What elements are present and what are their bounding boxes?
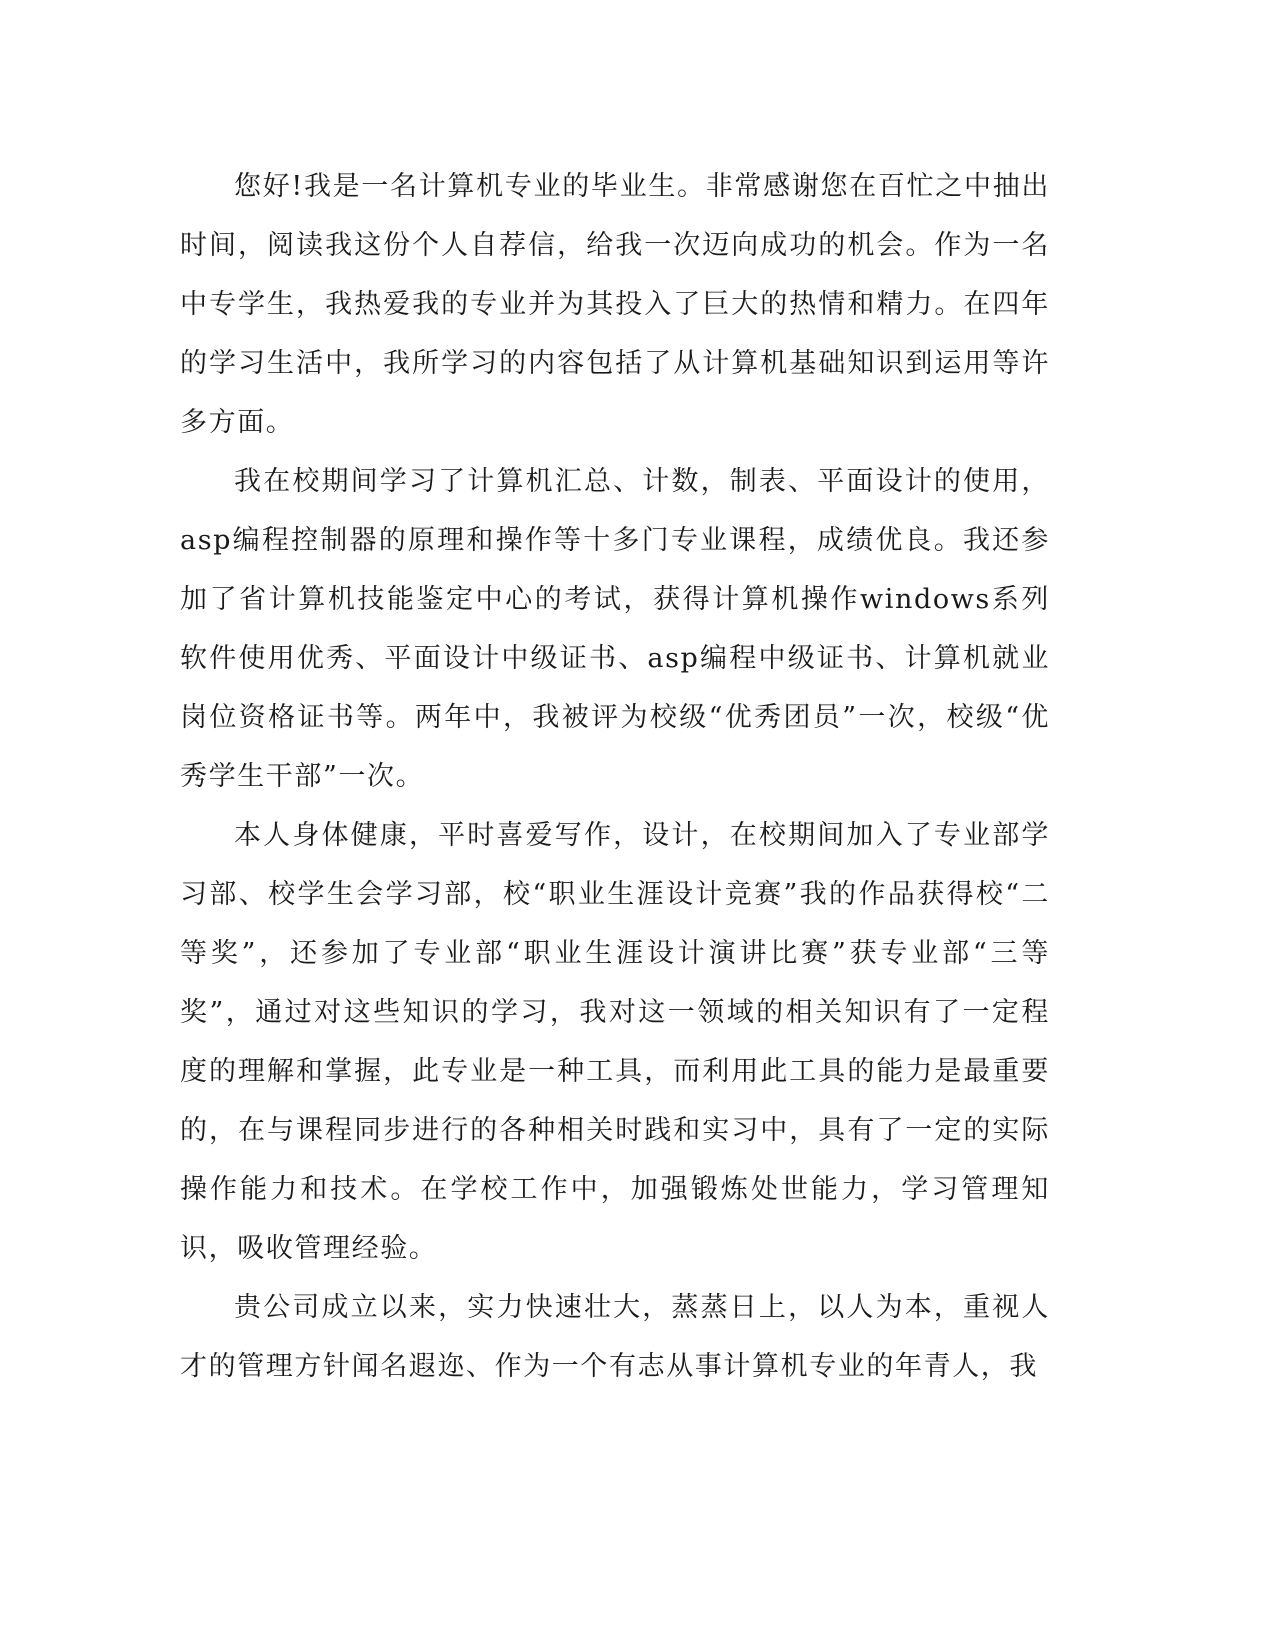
paragraph-education: 我在校期间学习了计算机汇总、计数，制表、平面设计的使用，asp编程控制器的原理和操作等十多门专业课程，成绩优良。我还参加了省计算机技能鉴定中心的考试，获得计算机操作windows系列软件使用优秀、平面设计中级证书、asp编程中级证书、计算机就业岗位资格证书等。两年中，我被评为校级“优秀团员”一次，校级“优秀学生干部”一次。 — [180, 466, 1050, 792]
paragraph-activities: 本人身体健康，平时喜爱写作，设计，在校期间加入了专业部学习部、校学生会学习部，校“职业生涯设计竞赛”我的作品获得校“二等奖”，还参加了专业部“职业生涯设计演讲比赛”获专业部“三等奖”，通过对这些知识的学习，我对这一领域的相关知识有了一定程度的理解和掌握，此专业是一种工具，而利用此工具的能力是最重要的，在与课程同步进行的各种相关时践和实习中，具有了一定的实际操作能力和技术。在学校工作中，加强锻炼处世能力，学习管理知识，吸收管理经验。 — [180, 820, 1050, 1264]
letter-body — [180, 157, 1050, 1396]
paragraph-company: 贵公司成立以来，实力快速壮大，蒸蒸日上，以人为本，重视人才的管理方针闻名遐迩、作为一个有志从事计算机专业的年青人，我 — [180, 1292, 1050, 1382]
paragraph-intro: 您好!我是一名计算机专业的毕业生。非常感谢您在百忙之中抽出时间，阅读我这份个人自荐信，给我一次迈向成功的机会。作为一名中专学生，我热爱我的专业并为其投入了巨大的热情和精力。在四年的学习生活中，我所学习的内容包括了从计算机基础知识到运用等许多方面。 — [180, 171, 1050, 438]
